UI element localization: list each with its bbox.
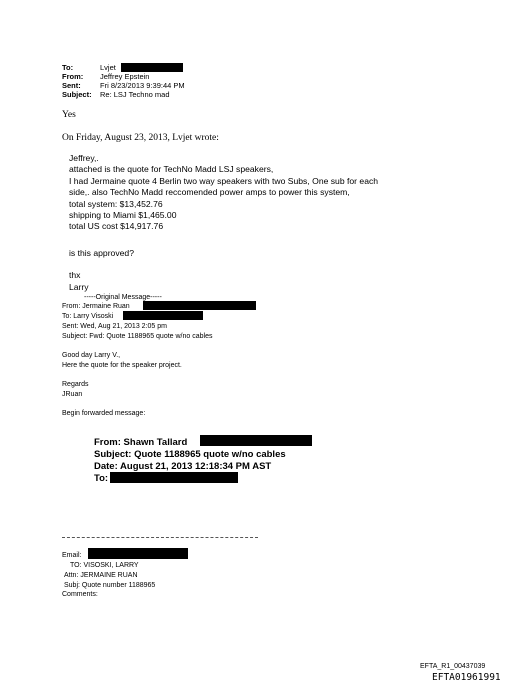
bates-number-small: EFTA_R1_00437039 bbox=[420, 663, 486, 670]
approval-question: is this approved? bbox=[69, 248, 134, 258]
redaction-box bbox=[110, 472, 238, 483]
sent-label: Sent: bbox=[62, 81, 81, 90]
thanks-text: thx bbox=[69, 270, 81, 280]
greeting-text: Good day Larry V., bbox=[62, 352, 121, 359]
quote-to: TO: VISOSKI, LARRY bbox=[70, 562, 139, 569]
quote-attn: Attn: JERMAINE RUAN bbox=[64, 572, 138, 579]
message-line: Jeffrey,. bbox=[69, 153, 99, 163]
subject-label: Subject: bbox=[62, 90, 92, 99]
redaction-box bbox=[121, 63, 183, 72]
to-label: To: bbox=[62, 63, 74, 72]
signature-text: Larry bbox=[69, 282, 89, 292]
sent-value: Fri 8/23/2013 9:39:44 PM bbox=[100, 81, 185, 90]
from-value: Jeffrey Epstein bbox=[100, 72, 150, 81]
reply-text: Yes bbox=[62, 110, 76, 120]
forwarded-date: Date: August 21, 2013 12:18:34 PM AST bbox=[94, 461, 272, 472]
redaction-box bbox=[123, 311, 203, 320]
original-subject: Subject: Fwd: Quote 1188965 quote w/no cables bbox=[62, 333, 213, 340]
message-line: total US cost $14,917.76 bbox=[69, 221, 164, 232]
subject-value: Re: LSJ Techno mad bbox=[100, 90, 170, 99]
sender-name: JRuan bbox=[62, 391, 83, 398]
from-label: From: bbox=[62, 72, 84, 81]
header-from-row bbox=[62, 72, 149, 81]
bates-number-large: EFTA01961991 bbox=[432, 672, 501, 683]
message-line: shipping to Miami $1,465.00 bbox=[69, 210, 177, 221]
header-to-row bbox=[62, 63, 116, 72]
original-from: From: Jermaine Ruan bbox=[62, 303, 130, 310]
to-value: Lvjet bbox=[100, 63, 116, 72]
original-message-separator: -----Original Message----- bbox=[84, 294, 162, 301]
message-line: I had Jermaine quote 4 Berlin two way speakers with two Subs, One sub for each bbox=[69, 175, 379, 186]
email-label: Email: bbox=[62, 552, 82, 559]
message-line: total system: $13,452.76 bbox=[69, 198, 163, 209]
divider-line bbox=[62, 537, 258, 538]
original-to: To: Larry Visoski bbox=[62, 313, 114, 320]
message-line: side,. also TechNo Madd reccomended power amps to power this system, bbox=[69, 187, 350, 198]
quote-comments: Comments: bbox=[62, 591, 98, 598]
forward-note: Begin forwarded message: bbox=[62, 410, 146, 417]
quote-intro: On Friday, August 23, 2013, Lvjet wrote: bbox=[62, 133, 219, 143]
redaction-box bbox=[200, 435, 312, 446]
body-text: Here the quote for the speaker project. bbox=[62, 362, 182, 369]
forwarded-from: From: Shawn Tallard bbox=[94, 437, 188, 448]
forwarded-subject: Subject: Quote 1188965 quote w/no cables bbox=[94, 449, 286, 460]
redaction-box bbox=[143, 301, 256, 310]
quoted-message bbox=[69, 153, 378, 233]
quote-subj: Subj: Quote number 1188965 bbox=[64, 582, 156, 589]
original-sent: Sent: Wed, Aug 21, 2013 2:05 pm bbox=[62, 323, 167, 330]
redaction-box bbox=[88, 548, 188, 559]
header-sent-row bbox=[62, 81, 185, 90]
message-line: attached is the quote for TechNo Madd LSJ speakers, bbox=[69, 164, 274, 175]
header-subject-row bbox=[62, 90, 170, 99]
forwarded-to: To: bbox=[94, 473, 109, 484]
regards-text: Regards bbox=[62, 381, 89, 388]
